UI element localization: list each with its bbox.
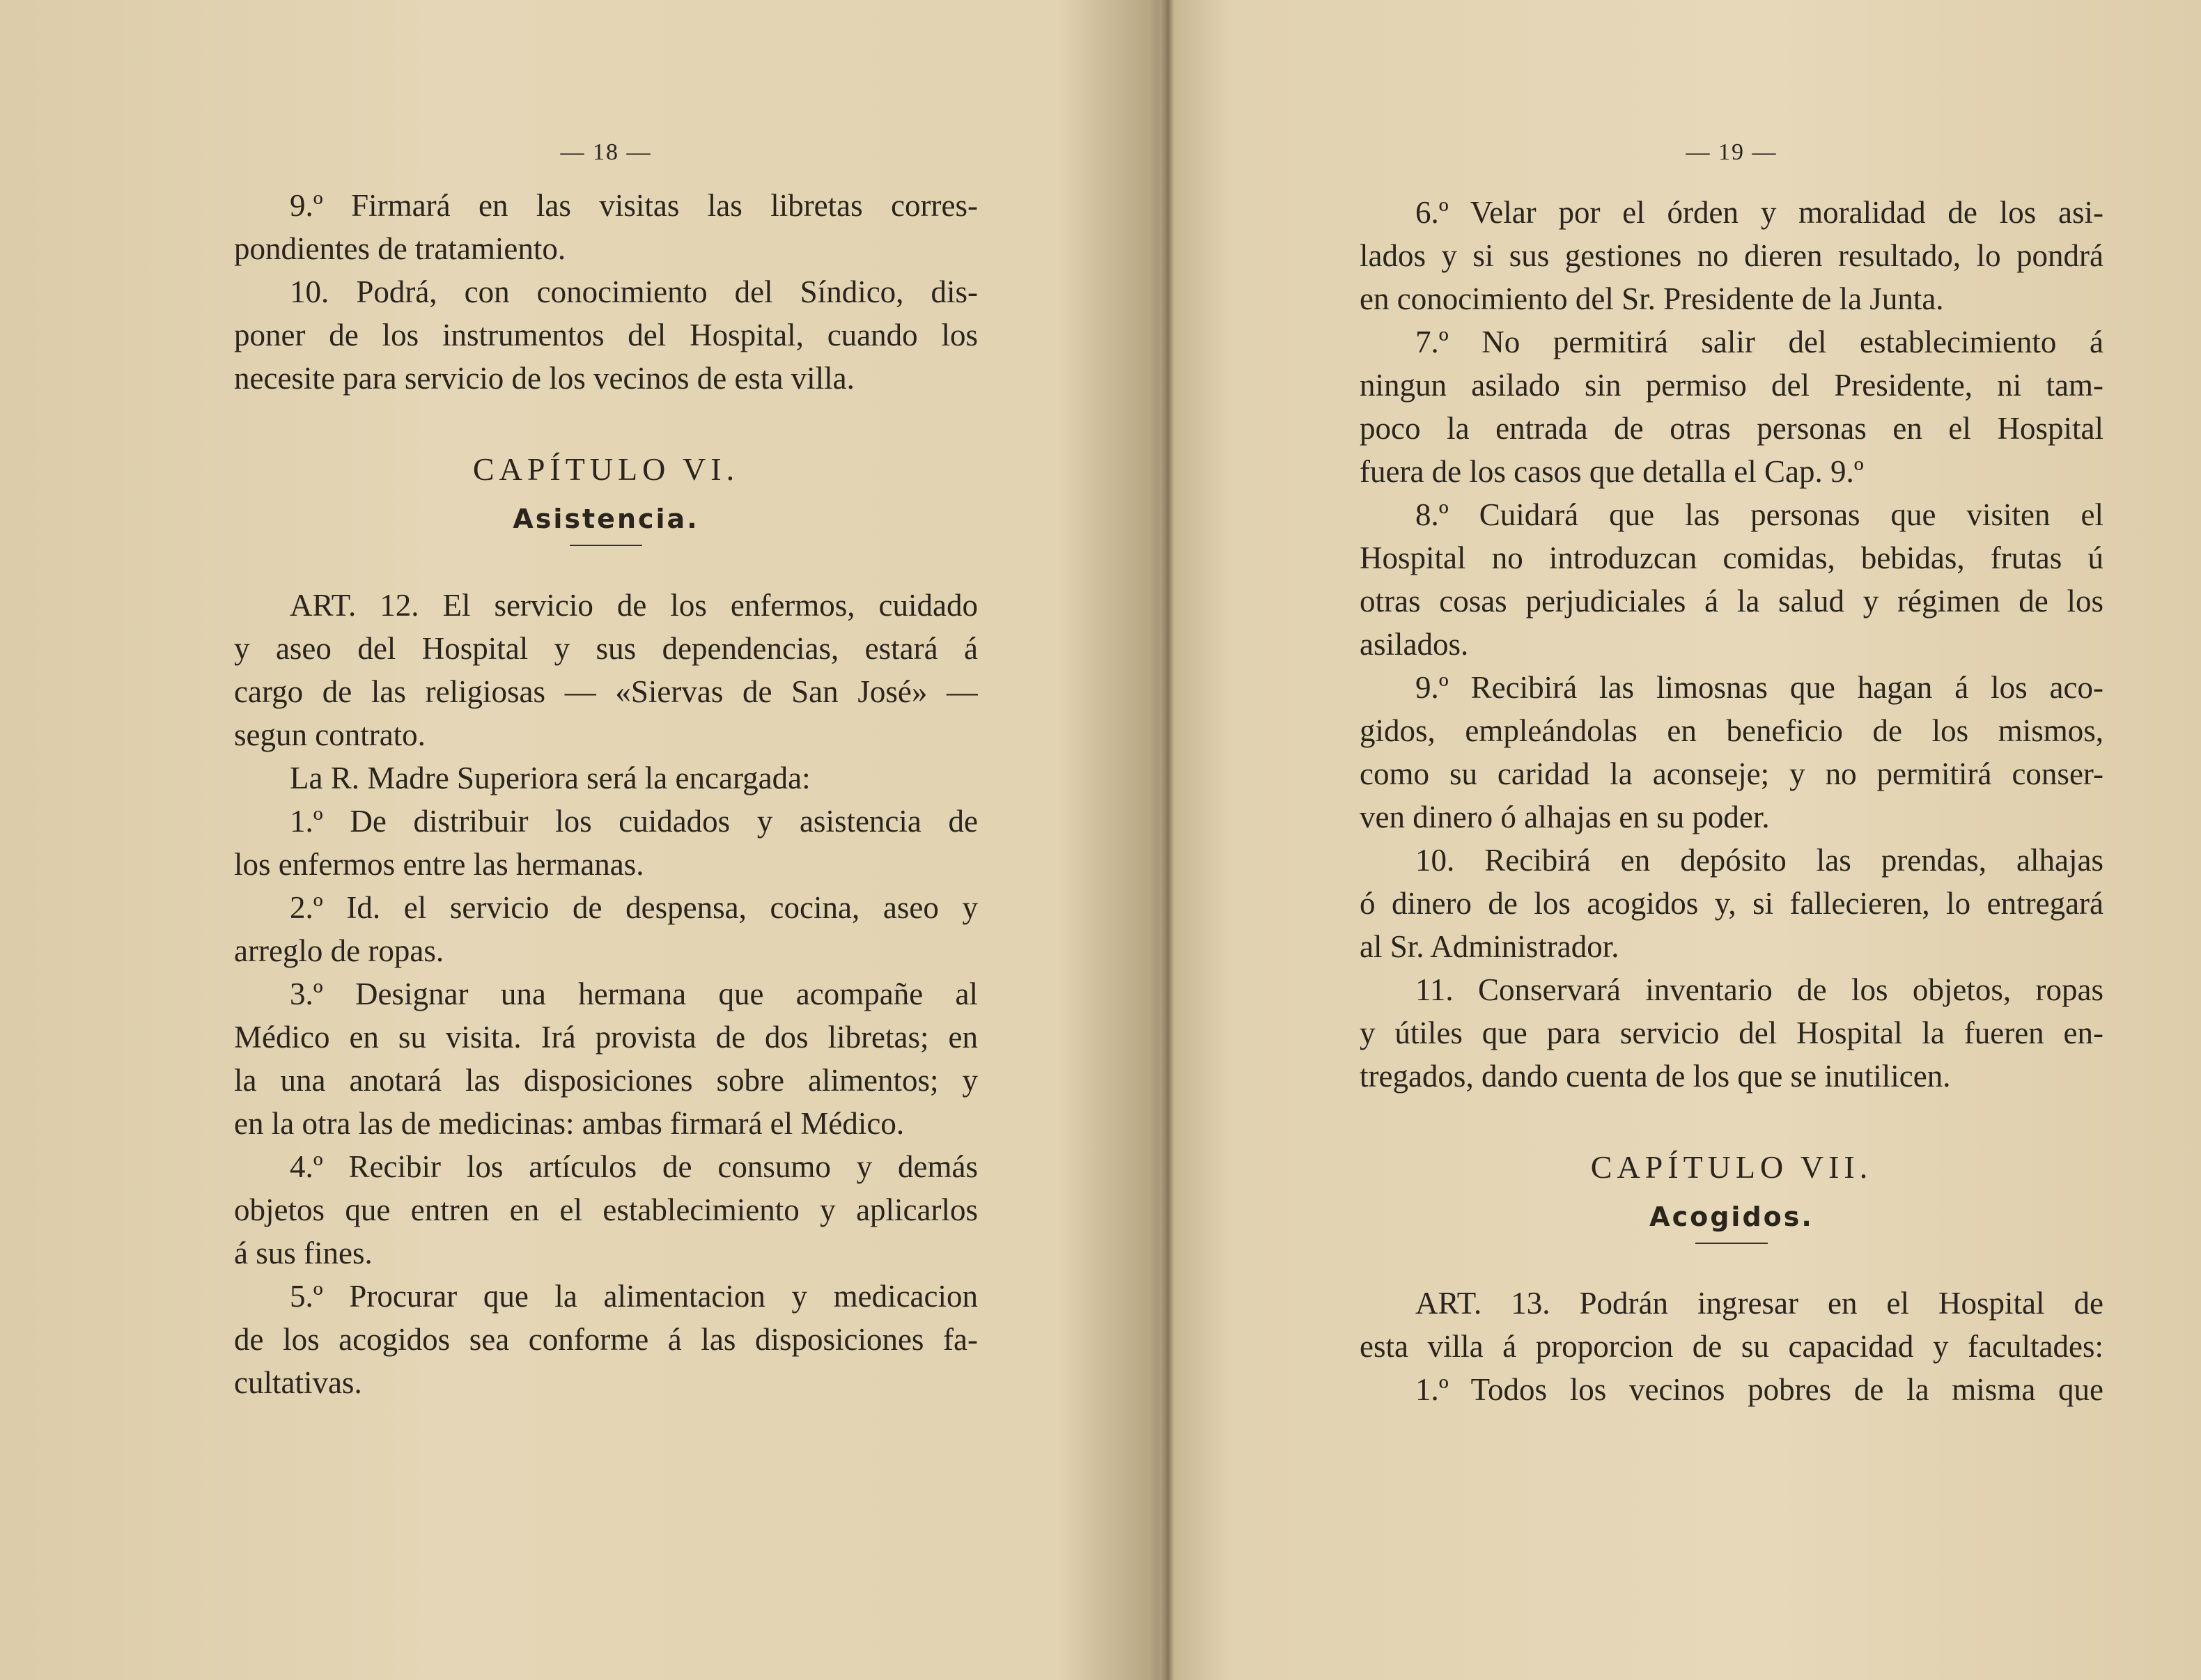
text-line: 3.º Designar una hermana que acompañe al <box>290 977 978 1011</box>
text-block-bottom <box>234 584 978 1404</box>
text-line: 1.º Todos los vecinos pobres de la misma que <box>1415 1372 2103 1407</box>
chapter-heading <box>234 443 978 546</box>
text-line: los enfermos entre las hermanas. <box>234 847 644 882</box>
text-line: esta villa á proporcion de su capacidad y facultades: <box>1360 1329 2103 1364</box>
page-number: — 19 — <box>1686 139 1778 165</box>
text-line: 5.º Procurar que la alimentacion y medicacion <box>290 1279 978 1314</box>
text-line: al Sr. Administrador. <box>1360 929 1619 964</box>
text-line: ART. 13. Podrán ingresar en el Hospital de <box>1415 1286 2103 1321</box>
text-line: en la otra las de medicinas: ambas firmará el Médico. <box>234 1106 905 1141</box>
text-block-bottom <box>1360 1282 2103 1411</box>
text-line: en conocimiento del Sr. Presidente de la Junta. <box>1360 281 1944 316</box>
text-line: tregados, dando cuenta de los que se inutilicen. <box>1360 1059 1951 1094</box>
text-line: 8.º Cuidará que las personas que visiten el <box>1415 497 2103 532</box>
page-number: — 18 — <box>560 139 652 165</box>
text-line: cargo de las religiosas — «Siervas de San José» — <box>234 674 978 709</box>
heading-rule <box>570 545 642 546</box>
text-line: objetos que entren en el establecimiento y aplicarlos <box>234 1192 978 1227</box>
book-gutter <box>1160 0 1174 1680</box>
text-line: 1.º De distribuir los cuidados y asistencia de <box>290 804 978 839</box>
text-line: arreglo de ropas. <box>234 933 444 968</box>
text-line: poner de los instrumentos del Hospital, cuando los <box>234 318 978 352</box>
text-line: poco la entrada de otras personas en el Hospital <box>1360 411 2103 446</box>
text-line: ven dinero ó alhajas en su poder. <box>1360 800 1770 834</box>
text-line: ó dinero de los acogidos y, si fallecieren, lo entregará <box>1360 886 2103 921</box>
text-block-top <box>234 184 978 400</box>
text-line: fuera de los casos que detalla el Cap. 9.º <box>1360 454 1864 489</box>
text-line: otras cosas perjudiciales á la salud y régimen de los <box>1360 584 2103 619</box>
text-line: 9.º Recibirá las limosnas que hagan á los aco- <box>1415 670 2103 705</box>
text-line: segun contrato. <box>234 717 426 752</box>
text-line: á sus fines. <box>234 1236 373 1270</box>
text-line: como su caridad la aconseje; y no permitirá conser- <box>1360 756 2103 791</box>
chapter-title: CAPÍTULO VII. <box>1590 1149 1873 1185</box>
text-line: 4.º Recibir los artículos de consumo y demás <box>290 1149 978 1184</box>
text-line: Médico en su visita. Irá provista de dos libretas; en <box>234 1020 978 1055</box>
text-line: necesite para servicio de los vecinos de esta villa. <box>234 361 855 396</box>
chapter-title: CAPÍTULO VI. <box>472 451 740 487</box>
chapter-subtitle: Asistencia. <box>513 504 699 534</box>
text-line: asilados. <box>1360 627 1469 662</box>
chapter-heading <box>1360 1141 2103 1244</box>
text-block-top <box>1360 191 2103 1098</box>
text-line: gidos, empleándolas en beneficio de los mismos, <box>1360 713 2103 748</box>
text-line: cultativas. <box>234 1365 362 1400</box>
text-line: ningun asilado sin permiso del Presidente, ni tam- <box>1360 368 2103 403</box>
text-line: y útiles que para servicio del Hospital la fueren en- <box>1360 1016 2103 1050</box>
text-line: 6.º Velar por el órden y moralidad de los asi- <box>1415 195 2103 230</box>
text-line: 2.º Id. el servicio de despensa, cocina, aseo y <box>290 890 978 925</box>
text-line: La R. Madre Superiora será la encargada: <box>290 761 811 795</box>
heading-rule <box>1695 1243 1768 1244</box>
text-line: 10. Podrá, con conocimiento del Síndico, dis- <box>290 274 978 309</box>
text-line: la una anotará las disposiciones sobre alimentos; y <box>234 1063 978 1098</box>
text-line: 10. Recibirá en depósito las prendas, alhajas <box>1415 843 2103 878</box>
text-line: y aseo del Hospital y sus dependencias, estará á <box>234 631 978 666</box>
text-line: de los acogidos sea conforme á las disposiciones fa- <box>234 1322 978 1357</box>
text-line: Hospital no introduzcan comidas, bebidas, frutas ú <box>1360 540 2103 575</box>
text-line: 7.º No permitirá salir del establecimiento á <box>1415 325 2103 359</box>
text-line: 11. Conservará inventario de los objetos, ropas <box>1415 972 2103 1007</box>
text-line: pondientes de tratamiento. <box>234 231 566 266</box>
text-line: 9.º Firmará en las visitas las libretas corres- <box>290 188 978 223</box>
text-line: lados y si sus gestiones no dieren resultado, lo pondrá <box>1360 238 2103 273</box>
chapter-subtitle: Acogidos. <box>1649 1201 1814 1232</box>
text-line: ART. 12. El servicio de los enfermos, cuidado <box>290 588 978 623</box>
